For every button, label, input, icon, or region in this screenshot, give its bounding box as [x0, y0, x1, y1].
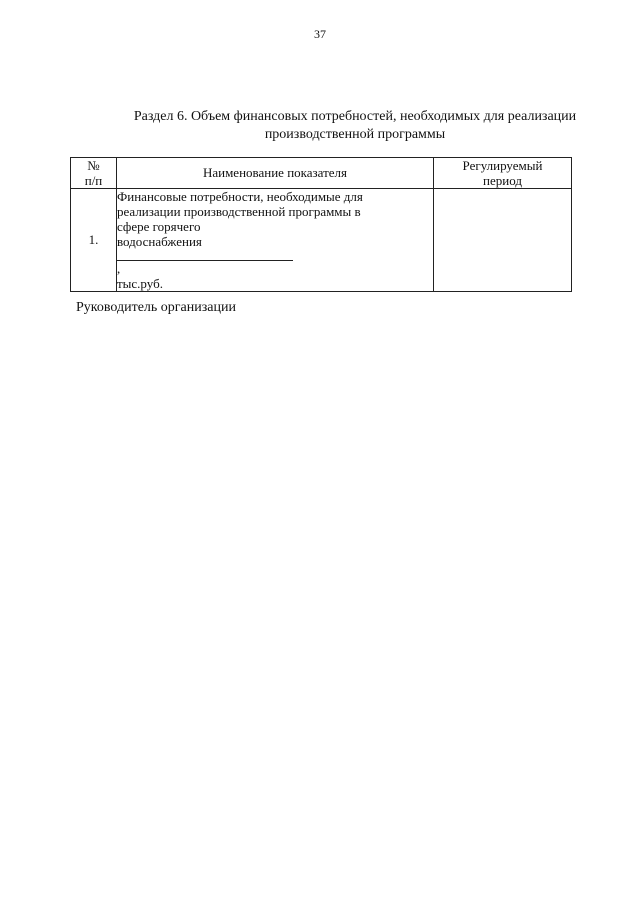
indicator-line-4-text: водоснабжения	[117, 234, 202, 249]
header-period-line-1: Регулируемый	[462, 158, 543, 173]
row-period-value	[434, 189, 572, 292]
header-regulated-period	[434, 158, 572, 189]
indicator-line-2: реализации производственной программы в	[117, 204, 361, 219]
indicator-line-4-suffix: ,	[117, 261, 121, 276]
header-number-abbr: п/п	[84, 173, 103, 188]
page-number: 37	[314, 27, 326, 41]
header-period-line-2: период	[483, 173, 522, 188]
header-number-sign: №	[87, 158, 100, 173]
indicator-line-1: Финансовые потребности, необходимые для	[117, 189, 363, 204]
section-title-line-2: производственной программы	[264, 127, 446, 142]
financial-needs-table	[70, 157, 572, 292]
indicator-line-3: сфере горячего	[117, 219, 201, 234]
table-header-row	[71, 158, 572, 189]
indicator-line-4	[117, 234, 433, 276]
section-title-line-1: Раздел 6. Объем финансовых потребностей, необходимых для реализации	[133, 109, 577, 124]
fill-in-blank-line	[117, 249, 293, 261]
section-title	[110, 108, 600, 144]
organization-head-label: Руководитель организации	[76, 300, 236, 315]
header-indicator-name: Наименование показателя	[117, 158, 434, 189]
indicator-line-5: тыс.руб.	[117, 276, 163, 291]
header-row-number	[71, 158, 117, 189]
table-row	[71, 189, 572, 292]
row-number: 1.	[71, 189, 117, 292]
row-indicator-name	[117, 189, 434, 292]
